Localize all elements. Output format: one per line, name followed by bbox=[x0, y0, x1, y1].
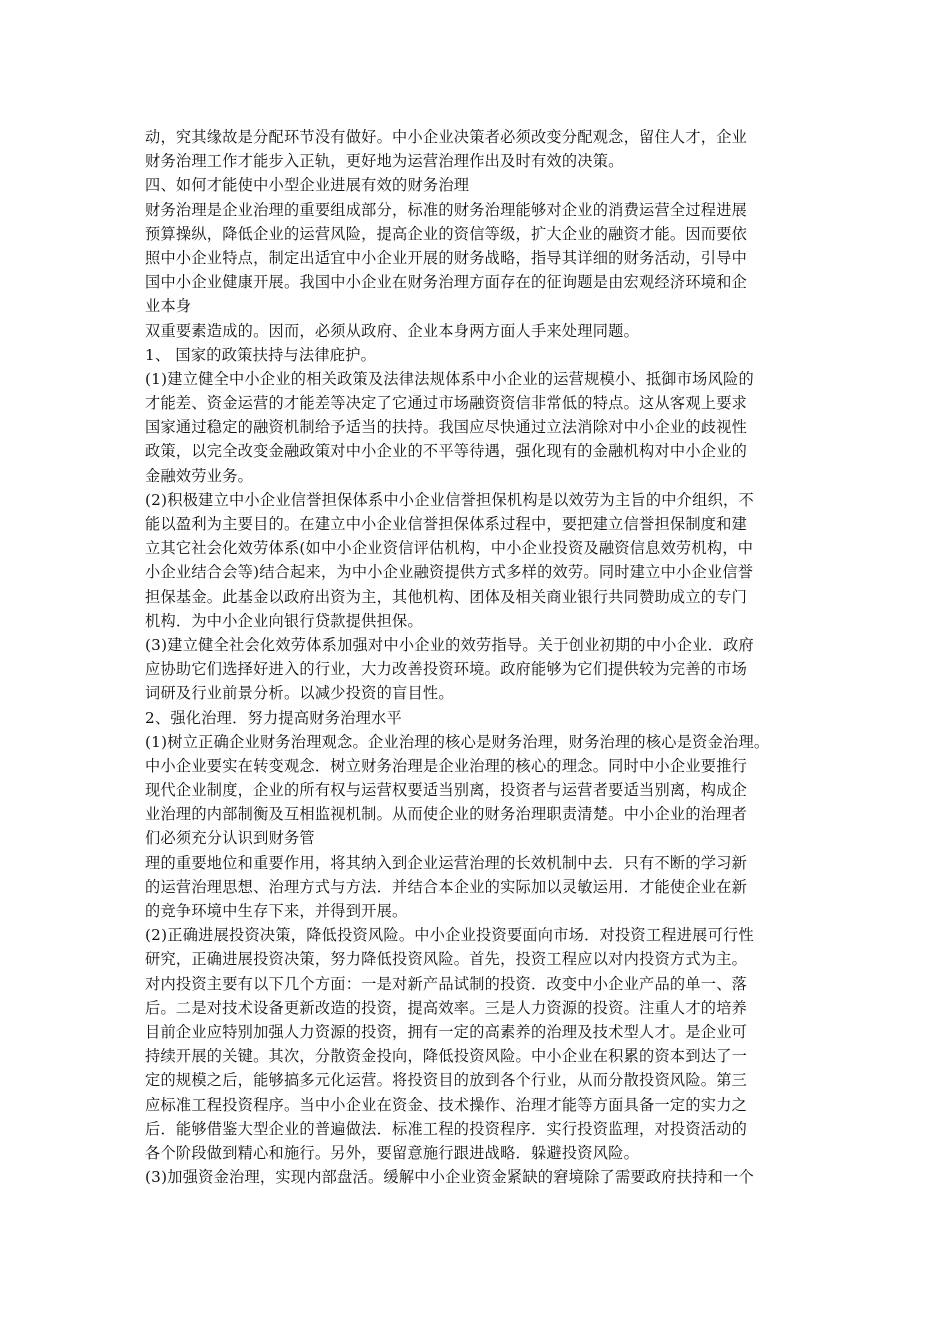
text-line: 照中小企业特点，制定出适宜中小企业开展的财务战略，指导其详细的财务活动，引导中 bbox=[145, 248, 748, 267]
text-line: 业治理的内部制衡及互相监视机制。从而使企业的财务治理职责清楚。中小企业的治理者 bbox=[145, 805, 748, 824]
text-line: 2、强化治理．努力提高财务治理水平 bbox=[145, 708, 402, 727]
text-line: 中小企业要实在转变观念．树立财务治理是企业治理的核心的理念。同时中小企业要推行 bbox=[145, 756, 748, 775]
text-line: 各个阶段做到精心和施行。另外，要留意施行跟进战略．躲避投资风险。 bbox=[145, 1143, 639, 1162]
text-line: 对内投资主要有以下几个方面：一是对新产品试制的投资．改变中小企业产品的单一、落 bbox=[145, 974, 748, 993]
text-line: 定的规模之后，能够搞多元化运营。将投资目的放到各个行业，从而分散投资风险。第三 bbox=[145, 1071, 748, 1090]
text-line: 金融效劳业务。 bbox=[145, 466, 254, 485]
text-line: (2)积极建立中小企业信誉担保体系中小企业信誉担保机构是以效劳为主旨的中介组织，不 bbox=[145, 490, 754, 509]
text-line: 小企业结合会等)结合起来，为中小企业融资提供方式多样的效劳。同时建立中小企业信誉 bbox=[145, 563, 754, 582]
text-line: (1)建立健全中小企业的相关政策及法律法规体系中小企业的运营规模小、抵御市场风险的 bbox=[145, 369, 754, 388]
text-line: 的竞争环境中生存下来，并得到开展。 bbox=[145, 902, 408, 920]
text-line: 双重要素造成的。因而，必须从政府、企业本身两方面人手来处理同题。 bbox=[145, 321, 639, 340]
text-line: 应标准工程投资程序。当中小企业在资金、技术操作、治理才能等方面具备一定的实力之 bbox=[145, 1095, 748, 1114]
text-line: 才能差、资金运营的才能差等决定了它通过市场融资资信非常低的特点。这从客观上要求 bbox=[145, 394, 748, 413]
text-line: (2)正确进展投资决策，降低投资风险。中小企业投资要面向市场．对投资工程进展可行性 bbox=[145, 926, 754, 945]
text-line: 财务治理是企业治理的重要组成部分，标准的财务治理能够对企业的消费运营全过程进展 bbox=[145, 200, 748, 219]
text-line: 持续开展的关键。其次，分散资金投向，降低投资风险。中小企业在积累的资本到达了一 bbox=[145, 1047, 748, 1066]
text-line: 们必须充分认识到财务管 bbox=[145, 829, 315, 848]
text-line: 应协助它们选择好进入的行业，大力改善投资环境。政府能够为它们提供较为完善的市场 bbox=[145, 660, 748, 679]
text-line: 立其它社会化效劳体系(如中小企业资信评估机构，中小企业投资及融资信息效劳机构，中 bbox=[145, 539, 754, 558]
text-line: 国中小企业健康开展。我国中小企业在财务治理方面存在的征询题是由宏观经济环境和企 bbox=[145, 273, 748, 292]
text-line: 政策，以完全改变金融政策对中小企业的不平等待遇，强化现有的金融机构对中小企业的 bbox=[145, 442, 748, 461]
text-line: 研究，正确进展投资决策，努力降低投资风险。首先，投资工程应以对内投资方式为主。 bbox=[145, 950, 748, 969]
text-line: 国家通过稳定的融资机制给予适当的扶持。我国应尽快通过立法消除对中小企业的歧视性 bbox=[145, 418, 748, 437]
text-line: 目前企业应特别加强人力资源的投资，拥有一定的高素养的治理及技术型人才。是企业可 bbox=[145, 1022, 748, 1041]
text-line: 词研及行业前景分析。以减少投资的盲目性。 bbox=[145, 684, 454, 703]
text-line: 四、如何才能使中小型企业进展有效的财务治理 bbox=[145, 176, 470, 195]
text-line: 动，究其缘故是分配环节没有做好。中小企业决策者必须改变分配观念，留住人才，企业 bbox=[145, 128, 748, 146]
text-line: 后。二是对技术设备更新改造的投资，提高效率。三是人力资源的投资。注重人才的培养 bbox=[145, 998, 748, 1017]
text-line: (3)加强资金治理，实现内部盘活。缓解中小企业资金紧缺的窘境除了需要政府扶持和一个 bbox=[145, 1168, 754, 1187]
text-line: 理的重要地位和重要作用，将其纳入到企业运营治理的长效机制中去．只有不断的学习新 bbox=[145, 853, 748, 872]
text-line: (1)树立正确企业财务治理观念。企业治理的核心是财务治理，财务治理的核心是资金治理。 bbox=[145, 732, 770, 751]
text-line: (3)建立健全社会化效劳体系加强对中小企业的效劳指导。关于创业初期的中小企业．政府 bbox=[145, 635, 754, 654]
text-line: 的运营治理思想、治理方式与方法．并结合本企业的实际加以灵敏运用．才能使企业在新 bbox=[145, 877, 748, 896]
text-line: 后．能够借鉴大型企业的普遍做法．标准工程的投资程序．实行投资监理，对投资活动的 bbox=[145, 1119, 748, 1138]
text-line: 财务治理工作才能步入正轨，更好地为运营治理作出及时有效的决策。 bbox=[145, 152, 624, 171]
text-line: 1、 国家的政策扶持与法律庇护。 bbox=[145, 345, 377, 364]
text-line: 能以盈利为主要目的。在建立中小企业信誉担保体系过程中，要把建立信誉担保制度和建 bbox=[145, 515, 748, 533]
text-line: 担保基金。此基金以政府出资为主，其他机构、团体及相关商业银行共同赞助成立的专门 bbox=[145, 587, 748, 606]
text-line: 现代企业制度，企业的所有权与运营权要适当别离，投资者与运营者要适当别离，构成企 bbox=[145, 781, 748, 800]
document-body bbox=[145, 125, 815, 1189]
text-line: 机构．为中小企业向银行贷款提供担保。 bbox=[145, 611, 423, 630]
text-line: 业本身 bbox=[145, 297, 192, 316]
text-line: 预算操纵，降低企业的运营风险，提高企业的资信等级，扩大企业的融资才能。因而要依 bbox=[145, 224, 748, 243]
